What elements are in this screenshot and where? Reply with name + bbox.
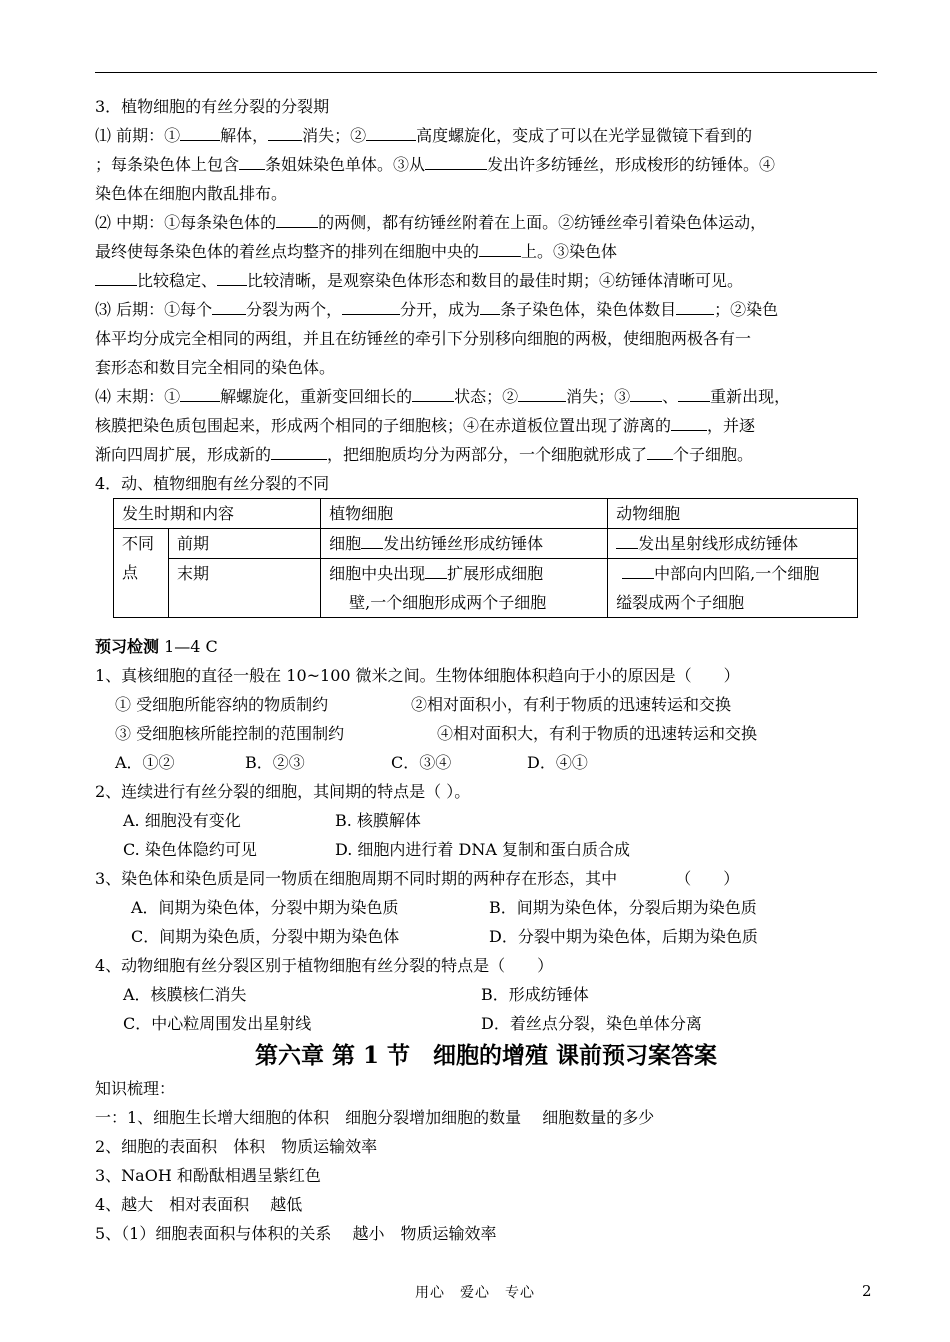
- choice-b[interactable]: B. 核膜解体: [335, 811, 421, 830]
- fill-blank[interactable]: [425, 152, 487, 170]
- choice-d[interactable]: D．分裂中期为染色体，后期为染色质: [489, 927, 758, 946]
- question-2-choices: [95, 806, 877, 835]
- choice-a[interactable]: A. 细胞没有变化: [123, 811, 241, 830]
- fill-blank[interactable]: [647, 442, 673, 460]
- choice-b[interactable]: B．形成纺锤体: [481, 985, 589, 1004]
- table-header-row: [114, 499, 858, 529]
- telophase-paragraph: ⑷ 末期：① 解螺旋化，重新变回细长的 状态；② 消失；③ 、 重新出现， 核膜把染色质包围起来，形成两个相同的子细胞核；④在赤道板位置出现了游离的 ，并逐 渐向四周扩展，形成新的 ，把细胞质均分为两部分，一个细胞就形成了 个子细胞。: [95, 382, 877, 469]
- fill-blank[interactable]: [342, 297, 400, 315]
- fill-blank[interactable]: [616, 531, 638, 549]
- footer-motto: 用心 爱心 专心: [415, 1285, 535, 1301]
- question-2-stem: 2、连续进行有丝分裂的细胞，其间期的特点是（ ）。: [95, 782, 471, 801]
- choice-d[interactable]: D. 细胞内进行着 DNA 复制和蛋白质合成: [335, 840, 630, 859]
- table-row: [114, 529, 858, 559]
- choice-c[interactable]: C．中心粒周围发出星射线: [123, 1014, 312, 1033]
- content-body: [95, 92, 877, 1248]
- fill-blank[interactable]: [271, 442, 327, 460]
- metaphase-paragraph: ⑵ 中期：①每条染色体的 的两侧，都有纺锤丝附着在上面。②纺锤丝牵引着染色体运动， 最终使每条染色体的着丝点均整齐的排列在细胞中央的 上。③染色体 比较稳定、 比较清晰，是观察染色体形态和数目的最佳时期；④纺锤体清晰可见。: [95, 208, 877, 295]
- fill-blank[interactable]: [361, 531, 383, 549]
- choice-b[interactable]: B．间期为染色体，分裂后期为染色质: [489, 898, 757, 917]
- fill-blank[interactable]: [217, 268, 247, 286]
- choice-c[interactable]: C. 染色体隐约可见: [123, 840, 257, 859]
- fill-blank[interactable]: [180, 123, 220, 141]
- fill-blank[interactable]: [671, 413, 707, 431]
- fill-blank[interactable]: [268, 123, 302, 141]
- section4-heading: 4．动、植物细胞有丝分裂的不同: [95, 474, 330, 493]
- prophase-label-cell: 前期: [169, 529, 321, 559]
- choice-c[interactable]: C．间期为染色质，分裂中期为染色体: [131, 927, 400, 946]
- prophase-paragraph: ⑴ 前期：① 解体， 消失；② 高度螺旋化，变成了可以在光学显微镜下看到的 ；每条染色体上包含 条姐妹染色单体。③从 发出许多纺锤丝，形成梭形的纺锤体。④ 染色体在细胞内散乱排布。: [95, 121, 877, 208]
- diff-label-cell: 不同 点: [114, 529, 169, 618]
- fill-blank[interactable]: [412, 384, 454, 402]
- table-header-cell: 植物细胞: [321, 499, 608, 529]
- question-1-stem: 1、真核细胞的直径一般在 10~100 微米之间。生物体细胞体积趋向于小的原因是（ ）: [95, 666, 740, 685]
- fill-blank[interactable]: [678, 384, 710, 402]
- fill-blank[interactable]: [480, 297, 500, 315]
- question-1-options-row: ③ 受细胞核所能控制的范围制约 ④相对面积大，有利于物质的迅速转运和交换: [115, 724, 758, 743]
- table-header-cell: 动物细胞: [608, 499, 858, 529]
- fill-blank[interactable]: [630, 384, 662, 402]
- fill-blank[interactable]: [518, 384, 566, 402]
- telophase-label-cell: 末期: [169, 559, 321, 618]
- fill-blank[interactable]: [479, 239, 521, 257]
- question-3-stem: 3、染色体和染色质是同一物质在细胞周期不同时期的两种存在形态，其中 （ ）: [95, 869, 740, 888]
- question-3-choices: [95, 893, 877, 922]
- question-3-choices: [95, 922, 877, 951]
- choice-c[interactable]: C．③④: [391, 753, 452, 772]
- question-1-options-row: ① 受细胞所能容纳的物质制约 ②相对面积小，有利于物质的迅速转运和交换: [115, 695, 732, 714]
- question-4-choices: [95, 1009, 877, 1038]
- preview-check-heading: 预习检测 1—4 C: [95, 637, 218, 656]
- fill-blank[interactable]: [622, 561, 654, 579]
- question-4-stem: 4、动物细胞有丝分裂区别于植物细胞有丝分裂的特点是（ ）: [95, 956, 554, 975]
- choice-a[interactable]: A．①②: [115, 753, 175, 772]
- table-row: [114, 559, 858, 618]
- choice-d[interactable]: D．④①: [527, 753, 588, 772]
- choice-a[interactable]: A．间期为染色体，分裂中期为染色质: [131, 898, 399, 917]
- answer-intro: 知识梳理：: [95, 1079, 176, 1098]
- fill-blank[interactable]: [180, 384, 220, 402]
- answer-line: 2、细胞的表面积 体积 物质运输效率: [95, 1137, 378, 1156]
- choice-b[interactable]: B．②③: [245, 753, 305, 772]
- anaphase-paragraph: ⑶ 后期：①每个 分裂为两个， 分开，成为 条子染色体，染色体数目 ；②染色 体平均分成完全相同的两组，并且在纺锤丝的牵引下分别移向细胞的两极，使细胞两极各有一 套形态和数目完全相同的染色体。: [95, 295, 877, 382]
- fill-blank[interactable]: [366, 123, 416, 141]
- fill-blank[interactable]: [212, 297, 246, 315]
- question-1-choices: [95, 748, 877, 777]
- table-header-cell: 发生时期和内容: [114, 499, 321, 529]
- chapter-title: 第六章 第 1 节 细胞的增殖 课前预习案答案: [254, 1042, 718, 1069]
- plant-prophase-cell: 细胞 发出纺锤丝形成纺锤体: [321, 529, 608, 559]
- choice-d[interactable]: D．着丝点分裂，染色单体分离: [481, 1014, 702, 1033]
- animal-telophase-cell: 中部向内凹陷,一个细胞 缢裂成两个子细胞: [608, 559, 858, 618]
- choice-a[interactable]: A．核膜核仁消失: [123, 985, 247, 1004]
- header-rule: [95, 72, 877, 73]
- animal-prophase-cell: 发出星射线形成纺锤体: [608, 529, 858, 559]
- fill-blank[interactable]: [239, 152, 265, 170]
- plant-telophase-cell: 细胞中央出现 扩展形成细胞 壁,一个细胞形成两个子细胞: [321, 559, 608, 618]
- fill-blank[interactable]: [676, 297, 714, 315]
- page-number: 2: [862, 1282, 872, 1300]
- fill-blank[interactable]: [425, 561, 447, 579]
- answer-line: 5、（1）细胞表面积与体积的关系 越小 物质运输效率: [95, 1224, 497, 1243]
- comparison-table: [113, 498, 858, 618]
- fill-blank[interactable]: [276, 210, 318, 228]
- answer-line: 4、越大 相对表面积 越低: [95, 1195, 303, 1214]
- question-2-choices: [95, 835, 877, 864]
- question-4-choices: [95, 980, 877, 1009]
- answer-line: 3、NaOH 和酚酞相遇呈紫红色: [95, 1166, 321, 1185]
- fill-blank[interactable]: [95, 268, 137, 286]
- section3-heading: 3．植物细胞的有丝分裂的分裂期: [95, 97, 330, 116]
- answer-line: 一：1、细胞生长增大细胞的体积 细胞分裂增加细胞的数量 细胞数量的多少: [95, 1108, 655, 1127]
